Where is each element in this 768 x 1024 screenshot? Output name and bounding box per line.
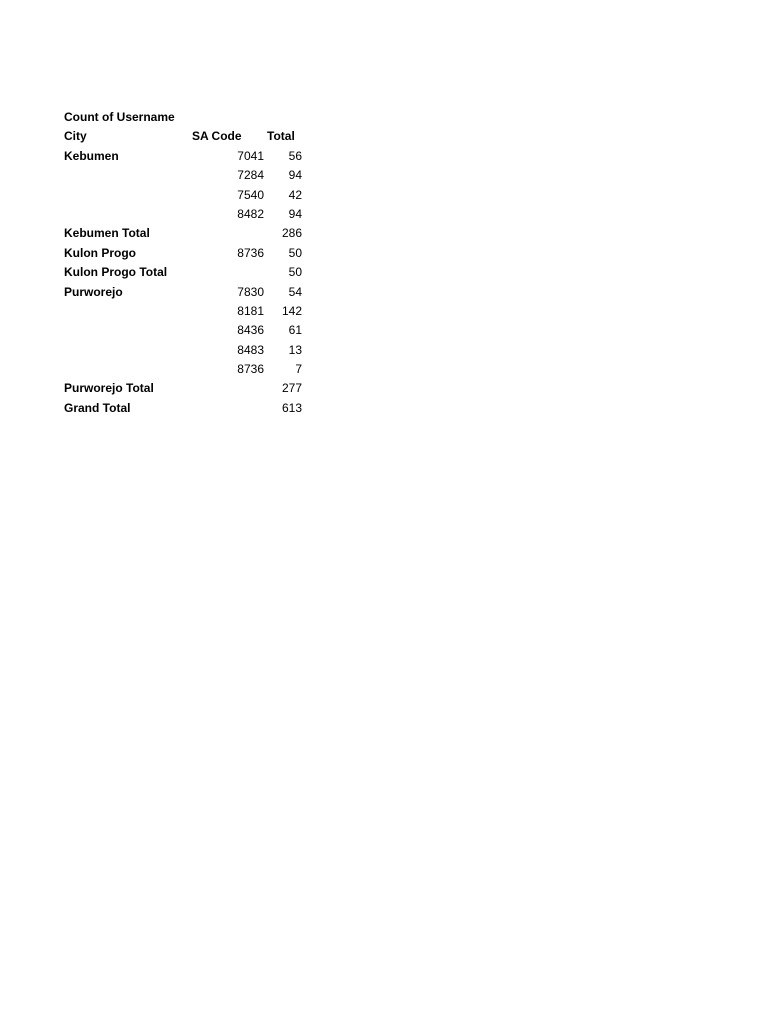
sa-code-cell: 8483: [237, 342, 264, 357]
total-cell: 613: [281, 400, 302, 415]
table-row: [64, 302, 314, 321]
city-cell: Kulon Progo: [64, 245, 136, 260]
total-cell: 277: [281, 381, 302, 396]
total-header: Total: [267, 129, 295, 144]
sa-code-cell: 8436: [237, 323, 264, 338]
table-row: [64, 321, 314, 340]
total-cell: 42: [288, 187, 302, 202]
pivot-header-row: [64, 127, 314, 146]
city-header: City: [64, 129, 87, 144]
sa-code-cell: 7041: [237, 148, 264, 163]
pivot-table: [64, 108, 314, 418]
sa-code-cell: 8181: [237, 303, 264, 318]
city-cell: Purworejo: [64, 284, 123, 299]
city-cell: Purworejo Total: [64, 381, 154, 396]
sa-code-cell: 8736: [237, 245, 264, 260]
total-cell: 94: [288, 168, 302, 183]
city-cell: Kebumen Total: [64, 226, 150, 241]
table-row: [64, 360, 314, 379]
sa-code-cell: 7540: [237, 187, 264, 202]
pivot-title-row: [64, 108, 314, 127]
total-cell: 50: [288, 265, 302, 280]
table-row: [64, 341, 314, 360]
table-row: [64, 147, 314, 166]
subtotal-row: [64, 379, 314, 398]
sa-code-cell: 7284: [237, 168, 264, 183]
subtotal-row: [64, 224, 314, 243]
city-cell: Kebumen: [64, 148, 119, 163]
sa-code-cell: 7830: [237, 284, 264, 299]
city-cell: Grand Total: [64, 400, 131, 415]
sa-code-cell: 8736: [237, 362, 264, 377]
table-row: [64, 186, 314, 205]
total-cell: 94: [288, 206, 302, 221]
total-cell: 286: [281, 226, 302, 241]
total-cell: 54: [288, 284, 302, 299]
total-cell: 56: [288, 148, 302, 163]
sa-code-cell: 8482: [237, 206, 264, 221]
grand-total-row: [64, 399, 314, 418]
total-cell: 50: [288, 245, 302, 260]
table-row: [64, 244, 314, 263]
total-cell: 13: [288, 342, 302, 357]
table-row: [64, 205, 314, 224]
subtotal-row: [64, 263, 314, 282]
total-cell: 61: [288, 323, 302, 338]
total-cell: 142: [281, 303, 302, 318]
sa-code-header: SA Code: [192, 129, 242, 144]
pivot-body: [64, 147, 314, 418]
city-cell: Kulon Progo Total: [64, 265, 168, 280]
table-row: [64, 166, 314, 185]
pivot-title: Count of Username: [64, 110, 175, 124]
table-row: [64, 283, 314, 302]
total-cell: 7: [295, 362, 302, 377]
